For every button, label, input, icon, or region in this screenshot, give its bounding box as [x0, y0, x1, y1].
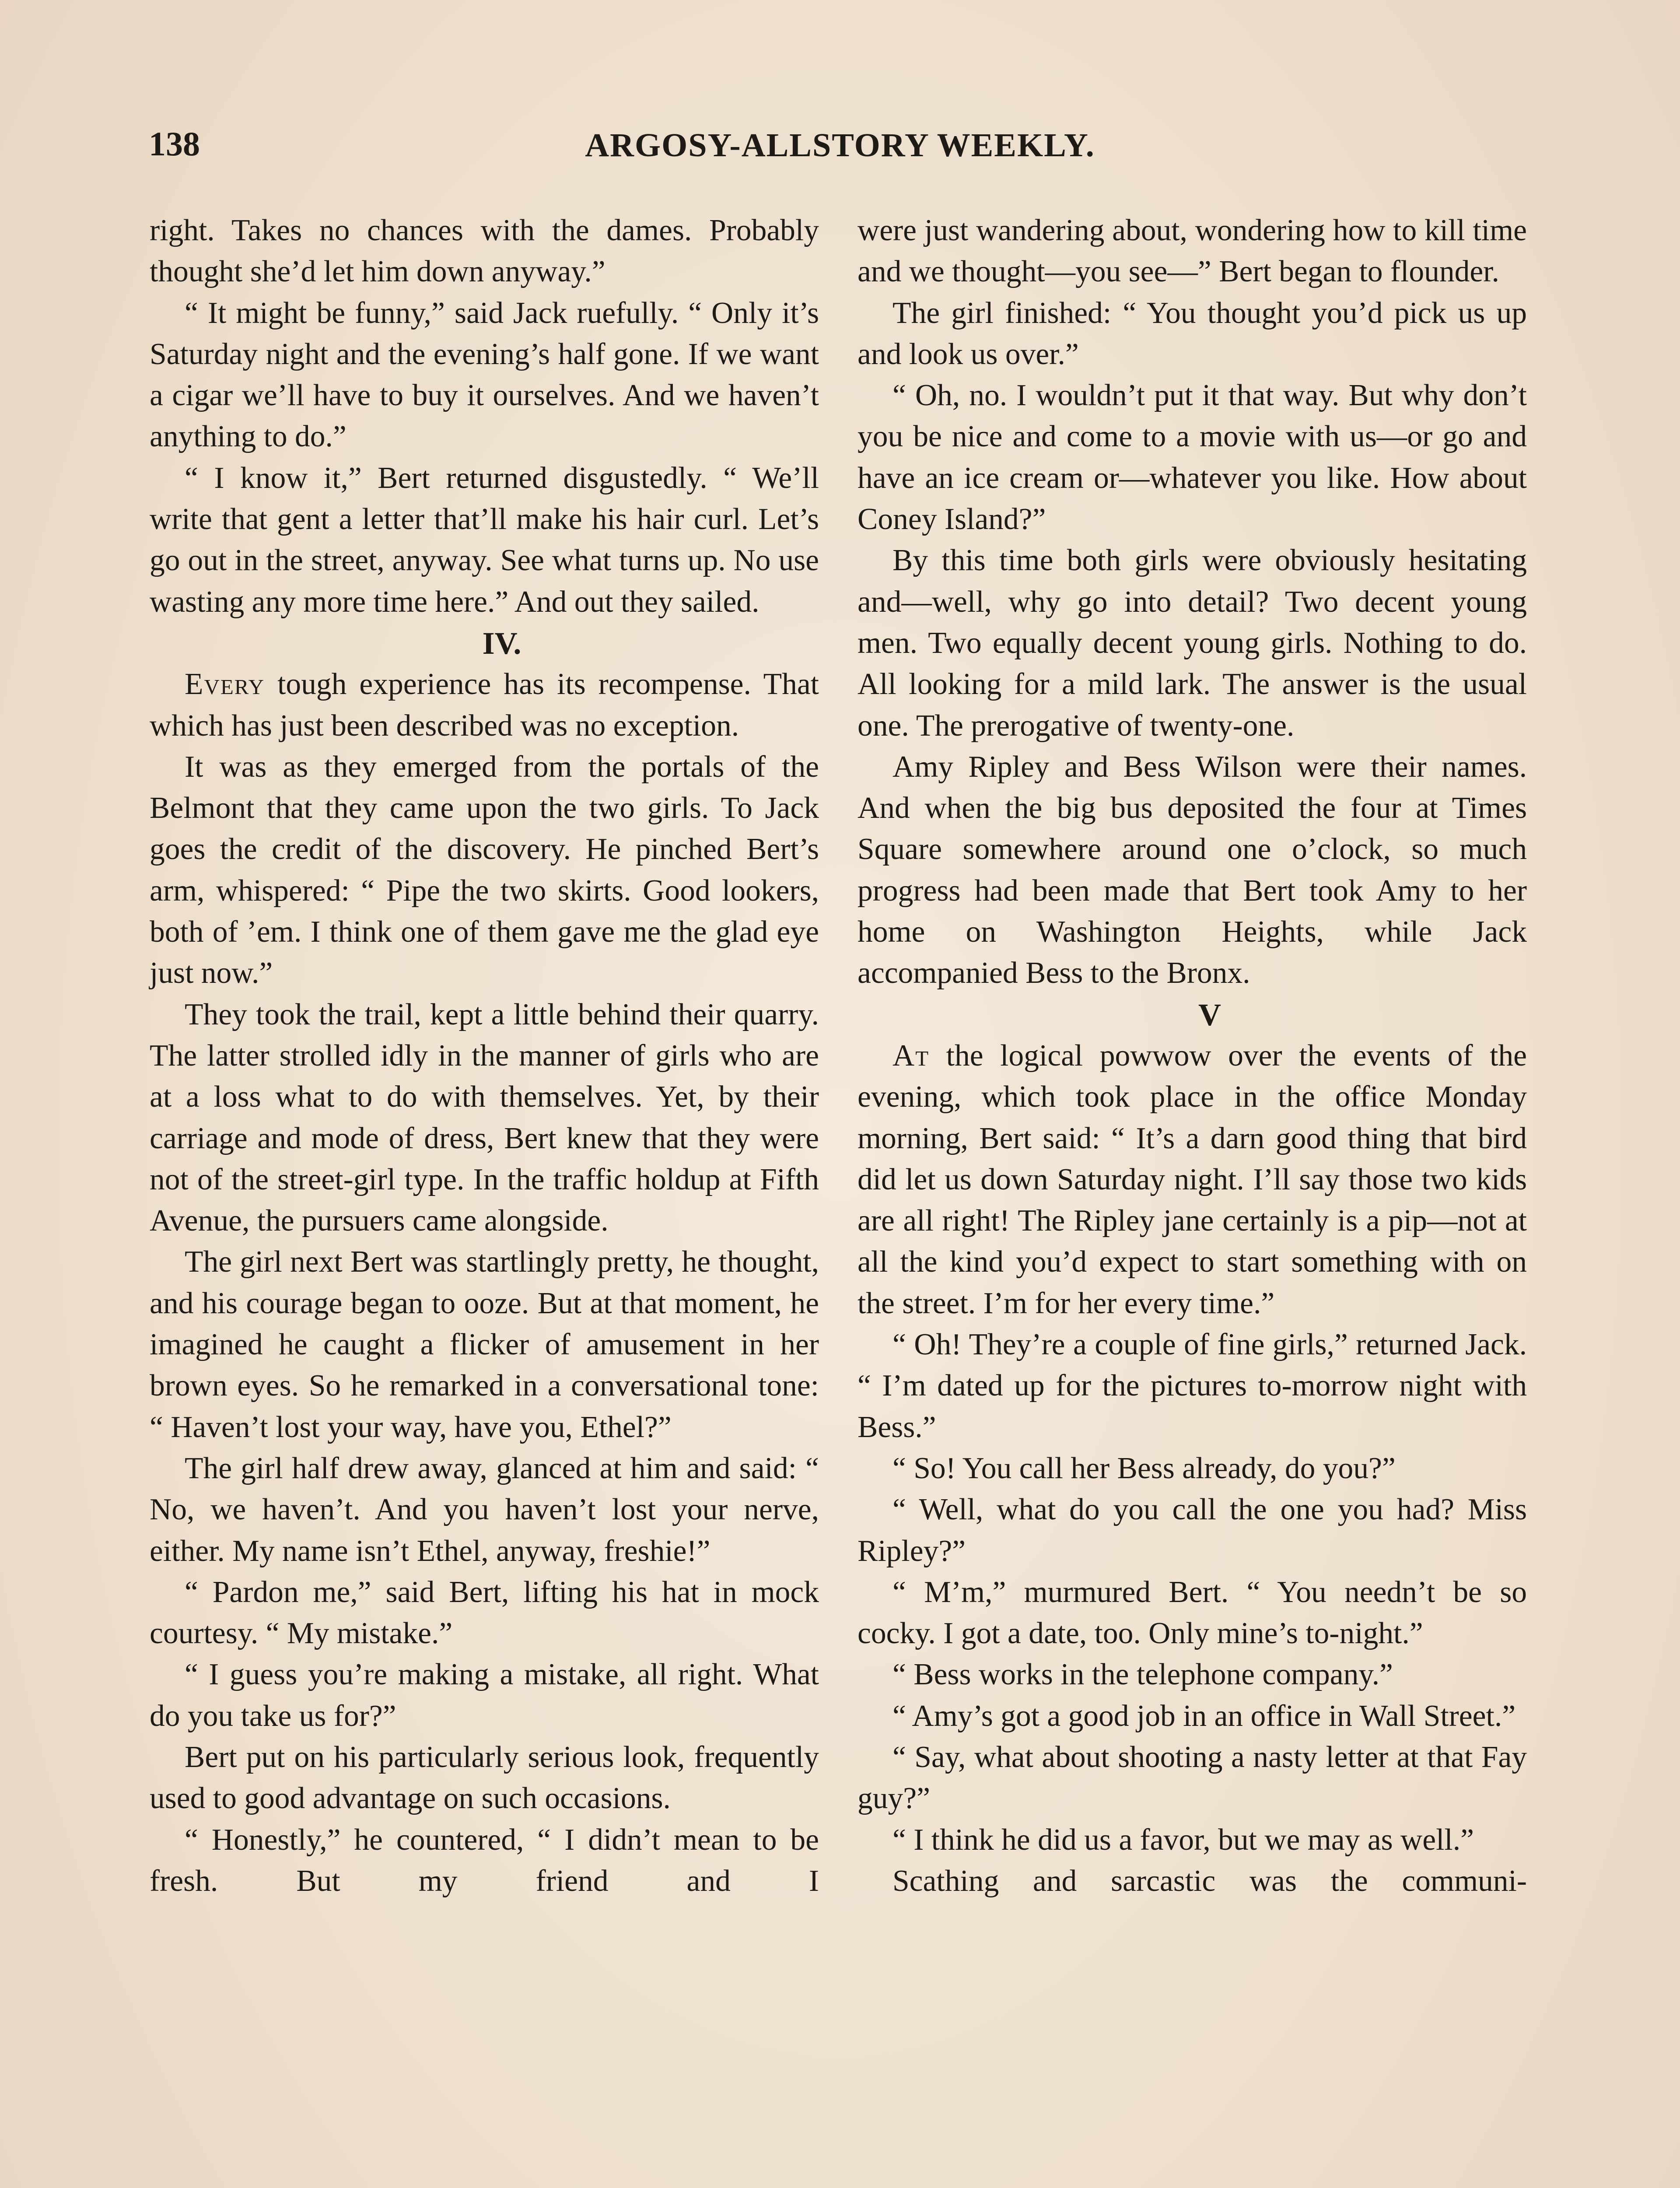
paragraph: The girl half drew away, glanced at him and said: “ No, we haven’t. And you haven’t lost your nerve, either. My name isn’t Ethel, anyway, freshie!” — [150, 1451, 819, 1568]
paragraph: “ Amy’s got a good job in an office in Wall Street.” — [892, 1699, 1516, 1733]
paragraph: By this time both girls were obviously hesitating and—well, why go into detail? Two decent young men. Two equally decent young girls. Nothing to do. All looking for a mild lark. The answer is the usual one. The prerogative of twenty-one. — [858, 543, 1527, 743]
running-head: ARGOSY-ALLSTORY WEEKLY. — [585, 127, 1095, 164]
paragraph: Scathing and sarcastic was the communi- — [892, 1864, 1527, 1898]
paragraph: “ I guess you’re making a mistake, all right. What do you take us for?” — [150, 1658, 819, 1733]
paragraph-text: the logical powwow over the events of the evening, which took place in the office Monday morning, Bert said: “ It’s a darn good thing that bird did let us down Saturday night. I’ll say those two kids are all right! The Ripley jane certainly is a pip—not at all the kind you’d expect to start something with on the street. I’m for her every time.” — [858, 1038, 1527, 1320]
paragraph: “ So! You call her Bess already, do you?” — [892, 1451, 1396, 1485]
paragraph: Bert put on his particularly serious look, frequently used to good advantage on such occasions. — [150, 1740, 819, 1816]
page-number: 138 — [149, 125, 200, 163]
paragraph: “ Well, what do you call the one you had? Miss Ripley?” — [858, 1493, 1527, 1568]
paragraph: were just wandering about, wondering how to kill time and we thought—you see—” Bert began to flounder. — [858, 214, 1527, 289]
left-column — [150, 210, 819, 1902]
opening-word: Every — [185, 667, 265, 701]
paragraph — [150, 664, 819, 747]
chapter-heading-v: V — [1198, 997, 1221, 1032]
paragraph-text: tough experience has its recompense. That which has just been described was no exception. — [150, 667, 819, 743]
chapter-heading-iv: IV. — [482, 625, 522, 661]
paragraph: They took the trail, kept a little behind their quarry. The latter strolled idly in the manner of girls who are at a loss what to do with themselves. Yet, by their carriage and mode of dress, Bert knew that they were not of the street-girl type. In the traffic holdup at Fifth Avenue, the pursuers came alongside. — [150, 997, 819, 1238]
right-column — [858, 210, 1527, 1902]
paragraph: “ Say, what about shooting a nasty letter at that Fay guy?” — [858, 1740, 1527, 1816]
paragraph: “ It might be funny,” said Jack ruefully. “ Only it’s Saturday night and the evening’s half gone. If we want a cigar we’ll have to buy it ourselves. And we haven’t anything to do.” — [150, 296, 819, 454]
paragraph: “ Bess works in the telephone company.” — [892, 1658, 1393, 1692]
paragraph: “ Oh! They’re a couple of fine girls,” returned Jack. “ I’m dated up for the pictures to-morrow night with Bess.” — [858, 1328, 1527, 1444]
paragraph: The girl next Bert was startlingly pretty, he thought, and his courage began to ooze. But at that moment, he imagined he caught a flicker of amusement in her brown eyes. So he remarked in a conversational tone: “ Haven’t lost your way, have you, Ethel?” — [150, 1245, 819, 1444]
paragraph: It was as they emerged from the portals of the Belmont that they came upon the two girls. To Jack goes the credit of the discovery. He pinched Bert’s arm, whispered: “ Pipe the two skirts. Good lookers, both of ’em. I think one of them gave me the glad eye just now.” — [150, 750, 819, 990]
paragraph: “ I think he did us a favor, but we may as well.” — [892, 1823, 1474, 1857]
paragraph — [858, 1035, 1527, 1324]
paragraph: right. Takes no chances with the dames. Probably thought she’d let him down anyway.” — [150, 214, 819, 289]
paragraph: “ Honestly,” he countered, “ I didn’t mean to be fresh. But my friend and I — [150, 1823, 819, 1898]
paragraph: “ Oh, no. I wouldn’t put it that way. But why don’t you be nice and come to a movie with us—or go and have an ice cream or—whatever you like. How about Coney Island?” — [858, 379, 1527, 536]
opening-word: At — [892, 1038, 930, 1073]
paragraph: The girl finished: “ You thought you’d pick us up and look us over.” — [858, 296, 1527, 371]
paragraph: “ Pardon me,” said Bert, lifting his hat in mock courtesy. “ My mistake.” — [150, 1575, 819, 1651]
paragraph: “ M’m,” murmured Bert. “ You needn’t be so cocky. I got a date, too. Only mine’s to-night.” — [858, 1575, 1527, 1651]
paragraph: Amy Ripley and Bess Wilson were their names. And when the big bus deposited the four at Times Square somewhere around one o’clock, so much progress had been made that Bert took Amy to her home on Washington Heights, while Jack accompanied Bess to the Bronx. — [858, 750, 1527, 990]
paragraph: “ I know it,” Bert returned disgustedly. “ We’ll write that gent a letter that’ll make his hair curl. Let’s go out in the street, anyway. See what turns up. No use wasting any more time here.” And out they sailed. — [150, 461, 819, 619]
